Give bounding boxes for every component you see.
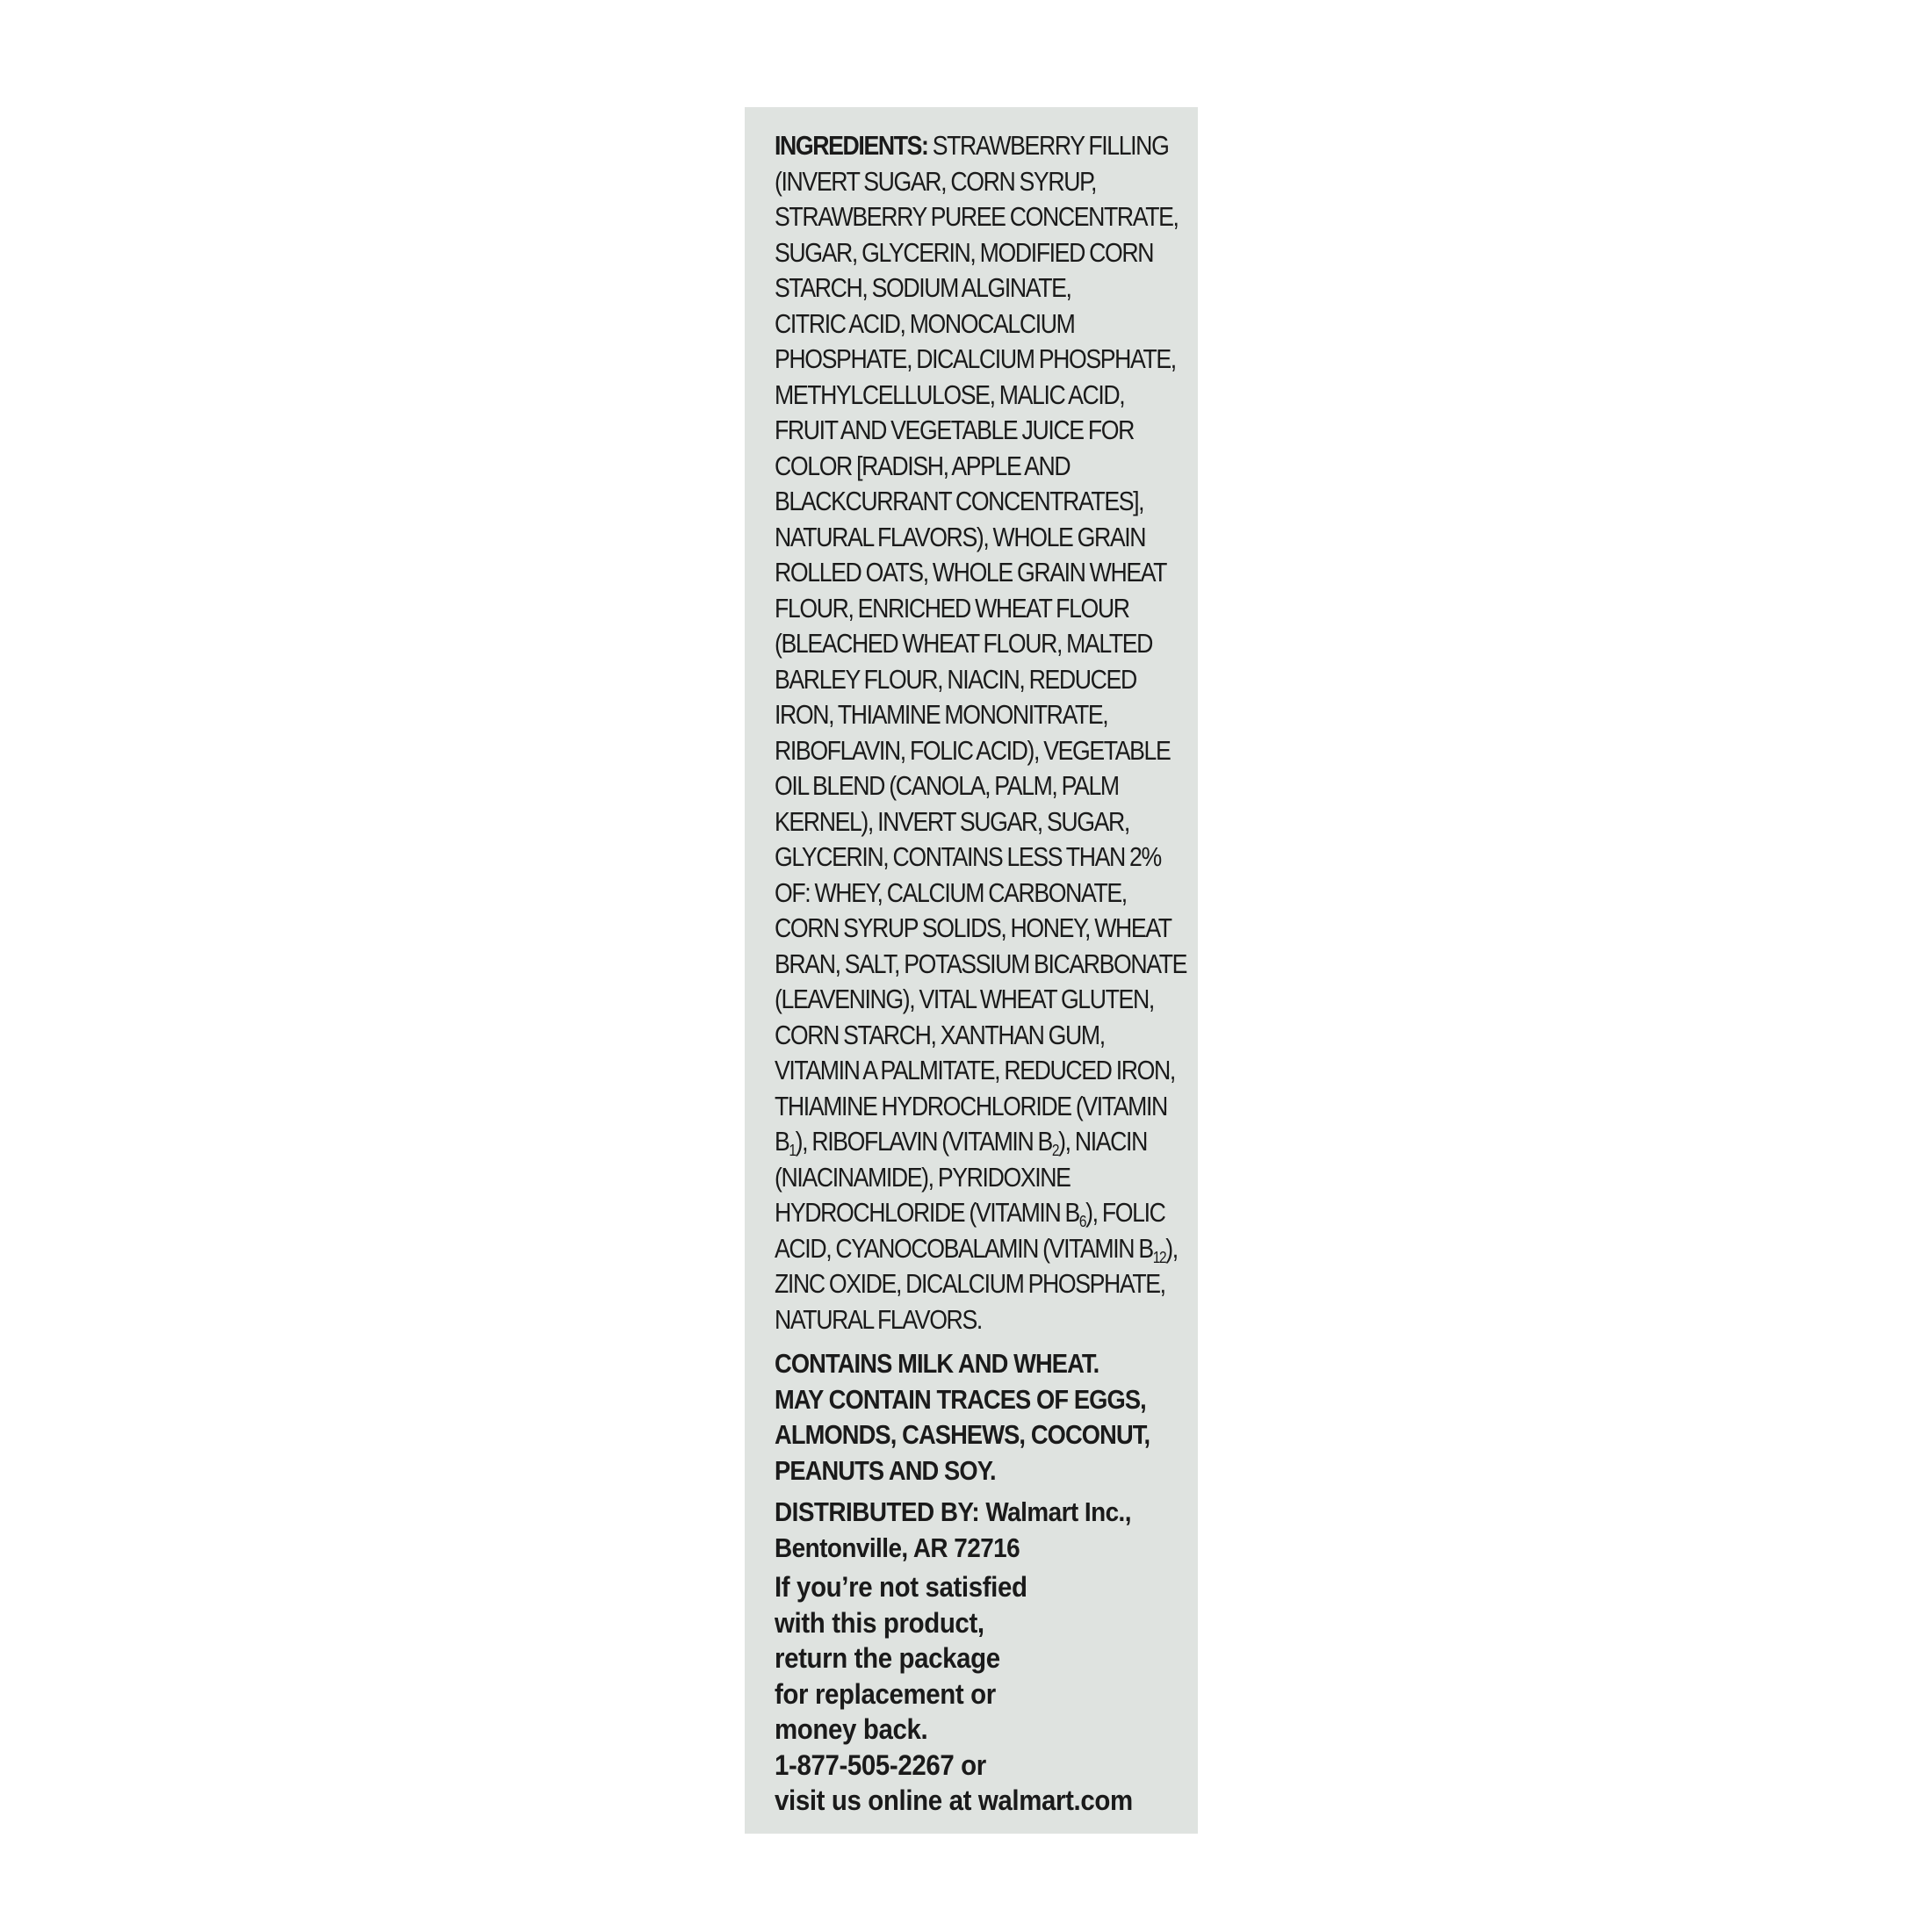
ingredients-line: CORN SYRUP SOLIDS, HONEY, WHEAT <box>775 912 1171 943</box>
ingredients-line: METHYLCELLULOSE, MALIC ACID, <box>775 378 1125 410</box>
ingredients-label: INGREDIENTS: <box>775 130 928 161</box>
ingredients-line: COLOR [RADISH, APPLE AND <box>775 450 1071 481</box>
ingredients-line: OIL BLEND (CANOLA, PALM, PALM <box>775 770 1119 801</box>
ingredients-line: (NIACINAMIDE), PYRIDOXINE <box>775 1161 1071 1193</box>
ingredients-line: GLYCERIN, CONTAINS LESS THAN 2% <box>775 841 1161 872</box>
guarantee-line: If you’re not satisfied <box>775 1571 1027 1603</box>
ingredients-list <box>775 128 1187 1337</box>
ingredients-line: FRUIT AND VEGETABLE JUICE FOR <box>775 415 1134 445</box>
ingredients-line: CITRIC ACID, MONOCALCIUM <box>775 307 1075 339</box>
ingredients-line: (LEAVENING), VITAL WHEAT GLUTEN, <box>775 984 1154 1014</box>
guarantee-line: for replacement or <box>775 1677 996 1710</box>
ingredients-line: INGREDIENTS: STRAWBERRY FILLING <box>775 130 1169 161</box>
distributor-line: DISTRIBUTED BY: Walmart Inc., <box>775 1496 1131 1527</box>
ingredients-line-b1: $B_1$), RIBOFLAVIN (VITAMIN $B_2$), NIACIN <box>775 1126 1147 1159</box>
ingredients-line: OF: WHEY, CALCIUM CARBONATE, <box>775 876 1127 908</box>
ingredients-line: RIBOFLAVIN, FOLIC ACID), VEGETABLE <box>775 734 1171 766</box>
ingredients-line-b12: ACID, CYANOCOBALAMIN (VITAMIN $B_{12}$), <box>775 1232 1178 1266</box>
ingredients-line: KERNEL), INVERT SUGAR, SUGAR, <box>775 805 1129 837</box>
ingredients-line-b6: HYDROCHLORIDE (VITAMIN $B_6$), FOLIC <box>775 1197 1165 1230</box>
ingredients-line: NATURAL FLAVORS. <box>775 1303 982 1335</box>
ingredients-line: BRAN, SALT, POTASSIUM BICARBONATE <box>775 948 1187 979</box>
distributor-info <box>775 1494 1186 1566</box>
ingredients-line: (BLEACHED WHEAT FLOUR, MALTED <box>775 628 1153 659</box>
satisfaction-guarantee <box>775 1569 1194 1819</box>
allergen-line: MAY CONTAIN TRACES OF EGGS, <box>775 1383 1146 1415</box>
distributor-line: Bentonville, AR 72716 <box>775 1532 1020 1563</box>
phone-number: 1-877-505-2267 or <box>775 1748 986 1781</box>
ingredients-line: (INVERT SUGAR, CORN SYRUP, <box>775 165 1097 197</box>
allergen-line: CONTAINS MILK AND WHEAT. <box>775 1348 1099 1379</box>
ingredients-line: ZINC OXIDE, DICALCIUM PHOSPHATE, <box>775 1268 1165 1299</box>
ingredients-line: STRAWBERRY PUREE CONCENTRATE, <box>775 201 1179 232</box>
allergen-statement <box>775 1346 1177 1489</box>
ingredients-line: IRON, THIAMINE MONONITRATE, <box>775 699 1108 730</box>
ingredients-line: FLOUR, ENRICHED WHEAT FLOUR <box>775 592 1129 624</box>
ingredients-line: NATURAL FLAVORS), WHOLE GRAIN <box>775 521 1146 552</box>
ingredients-line: CORN STARCH, XANTHAN GUM, <box>775 1019 1105 1050</box>
ingredients-line: SUGAR, GLYCERIN, MODIFIED CORN <box>775 236 1154 268</box>
guarantee-line: return the package <box>775 1642 1000 1674</box>
ingredients-line: THIAMINE HYDROCHLORIDE (VITAMIN <box>775 1090 1167 1121</box>
website-line: visit us online at walmart.com <box>775 1784 1133 1816</box>
guarantee-line: money back. <box>775 1713 928 1745</box>
ingredients-line: ROLLED OATS, WHOLE GRAIN WHEAT <box>775 557 1167 588</box>
allergen-line: PEANUTS AND SOY. <box>775 1454 996 1486</box>
ingredients-line: BLACKCURRANT CONCENTRATES], <box>775 486 1144 516</box>
ingredients-line: BARLEY FLOUR, NIACIN, REDUCED <box>775 663 1136 695</box>
ingredients-line: VITAMIN A PALMITATE, REDUCED IRON, <box>775 1055 1175 1085</box>
ingredient-panel <box>745 107 1198 1834</box>
ingredients-line: PHOSPHATE, DICALCIUM PHOSPHATE, <box>775 343 1176 374</box>
allergen-line: ALMONDS, CASHEWS, COCONUT, <box>775 1419 1150 1450</box>
ingredients-line: STARCH, SODIUM ALGINATE, <box>775 272 1071 303</box>
guarantee-line: with this product, <box>775 1606 984 1639</box>
